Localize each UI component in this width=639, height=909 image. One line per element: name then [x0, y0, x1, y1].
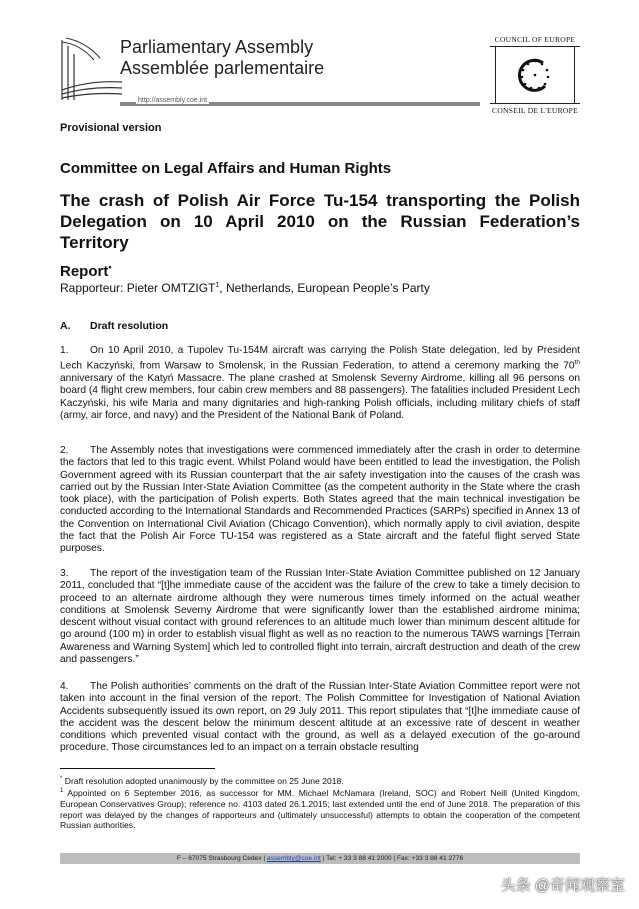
footer-address: F – 67075 Strasbourg Cedex | — [176, 855, 267, 862]
ordinal-suffix: th — [574, 359, 580, 367]
footnote-text: Draft resolution adopted unanimously by the committee on 25 June 2018. — [62, 775, 344, 786]
paragraph-text: The report of the investigation team of the Russian Inter-State Aviation Committee published on 12 January 2011, concluded that “[t]he immediate cause of the accident was the failure of the crew to take a timely decision to proceed to an alternate airdrome although they were numerous times timely informed on the actual weather conditions at Smolensk Severny Airdrome that were significantly lower than the established airdrome minima; descent without visual contact with ground references to an altitude much lower than minimum descent altitude for go around (100 m) in order to establish visual flight as well as no reaction to the numerous TAWS warnings [Terrain Awareness and Warning System] which led to controlled flight into terrain, aircraft destruction and death of the crew and passengers.” — [60, 568, 580, 666]
section-letter: A. — [60, 320, 71, 332]
paragraph-3 — [60, 568, 580, 666]
council-of-europe-logo — [490, 35, 580, 115]
footnote-mark: 1 — [60, 788, 64, 795]
coe-emblem — [495, 47, 575, 103]
paragraph-4 — [60, 681, 580, 755]
report-heading — [60, 262, 112, 280]
assembly-title-fr: Assemblée parlementaire — [120, 58, 325, 78]
assembly-logo-icon — [60, 30, 124, 102]
watermark-text: 头条 @奇闻观察室 — [500, 877, 625, 894]
committee-name: Committee on Legal Affairs and Human Rights — [60, 160, 392, 177]
footnote-text: Appointed on 6 September 2016, as successor for MM. Michael McNamara (Ireland, SOC) and Robert Neill (United Kingdom, European Conservatives Group); reference no. 4103 dated 26.1.2015; last extended until the end of June 2018. The preparation of this report was delayed by the changes of rapporteurs and (ultimately unsuccessful) attempts to obtain the cooperation of the competent Russian authorities. — [60, 788, 580, 831]
report-title: The crash of Polish Air Force Tu-154 transporting the Polish Delegation on 10 April 2010 on the Russian Federation’s Territory — [60, 191, 580, 252]
provisional-label: Provisional version — [60, 122, 162, 134]
report-marker: • — [108, 262, 112, 272]
footnote-1 — [60, 786, 580, 830]
rapporteur-footnote-ref: 1 — [215, 282, 220, 289]
assembly-url: http://assembly.coe.int — [138, 97, 208, 104]
paragraph-text: On 10 April 2010, a Tupolev Tu-154M aircraft was carrying the Polish State delegation, led by President Lech Kaczyński, from Warsaw to Smolensk, in the Russian Federation, to attend a ceremony marking the 70 — [60, 345, 580, 372]
paragraph-number: 1. — [60, 345, 69, 356]
section-heading — [60, 320, 168, 332]
footer-phones: | Tel: + 33 3 88 41 2000 | Fax: +33 3 88 41 2776 — [320, 855, 464, 862]
watermark — [501, 874, 625, 895]
paragraph-1 — [60, 345, 580, 422]
rapporteur-name: Rapporteur: Pieter OMTZIGT — [60, 281, 216, 295]
page-footer — [60, 853, 580, 864]
footnote-star — [60, 774, 580, 786]
coe-label-fr: CONSEIL DE L'EUROPE — [490, 103, 580, 115]
rapporteur-affiliation: , Netherlands, European People’s Party — [219, 281, 430, 295]
rapporteur-line — [60, 281, 430, 295]
report-label: Report — [60, 263, 109, 280]
footnote-separator — [60, 768, 215, 769]
coe-label-en: COUNCIL OF EUROPE — [490, 35, 580, 47]
paragraph-text-cont: anniversary of the Katyń Massacre. The plane crashed at Smolensk Severny Airdrome, killing all 96 persons on board (4 flight crew members, four cabin crew members and 88 passengers). The fatalities included President Lech Kaczyński, his wife Maria and many dignitaries and high-ranking Polish officials, including military chiefs of staff (army, air force, and navy) and the President of the National Bank of Poland. — [60, 372, 580, 421]
coe-stars-icon — [515, 55, 555, 95]
footer-email-link[interactable]: assembly@coe.int — [266, 855, 321, 862]
paragraph-number: 4. — [60, 681, 69, 692]
document-header — [60, 30, 580, 115]
paragraph-2 — [60, 445, 580, 556]
paragraph-text: The Polish authorities’ comments on the draft of the Russian Inter-State Aviation Committee report were not taken into account in the final version of the report. The Polish Committee for Investigation of National Aviation Accidents subsequently issued its own report, on 29 July 2011. This report stipulates that “[t]he immediate cause of the accident was the descent below the minimum descent altitude at an excessive rate of descent in weather conditions which prevented visual contact with the ground, as well as a delayed execution of the go-around procedure. Those circumstances led to an impact on a terrain obstacle resulting — [60, 681, 580, 754]
footnote-mark: * — [60, 776, 63, 782]
assembly-title-en: Parliamentary Assembly — [120, 37, 314, 57]
section-title: Draft resolution — [90, 320, 169, 332]
assembly-title — [120, 37, 324, 79]
paragraph-number: 2. — [60, 445, 69, 456]
footnotes — [60, 774, 580, 831]
paragraph-text: The Assembly notes that investigations were commenced immediately after the crash in order to determine the factors that led to this tragic event. Whilst Poland would have been entitled to lead the investigation, the Polish Government agreed with its Russian counterpart that the air safety investigation into the causes of the crash was carried out by the Russian Inter-State Aviation Committee (as the competent authority in the State where the crash took place), with the participation of Polish experts. Both States agreed that the main technical investigation be conducted according to the International Standards and Recommended Practices (SARPs) specified in Annex 13 of the Convention on International Civil Aviation (Chicago Convention), which normally apply to civil aviation, despite the fact that the Polish Air Force TU-154 was registered as a State aircraft and the fateful flight served State purposes. — [60, 445, 580, 555]
paragraph-number: 3. — [60, 568, 69, 579]
